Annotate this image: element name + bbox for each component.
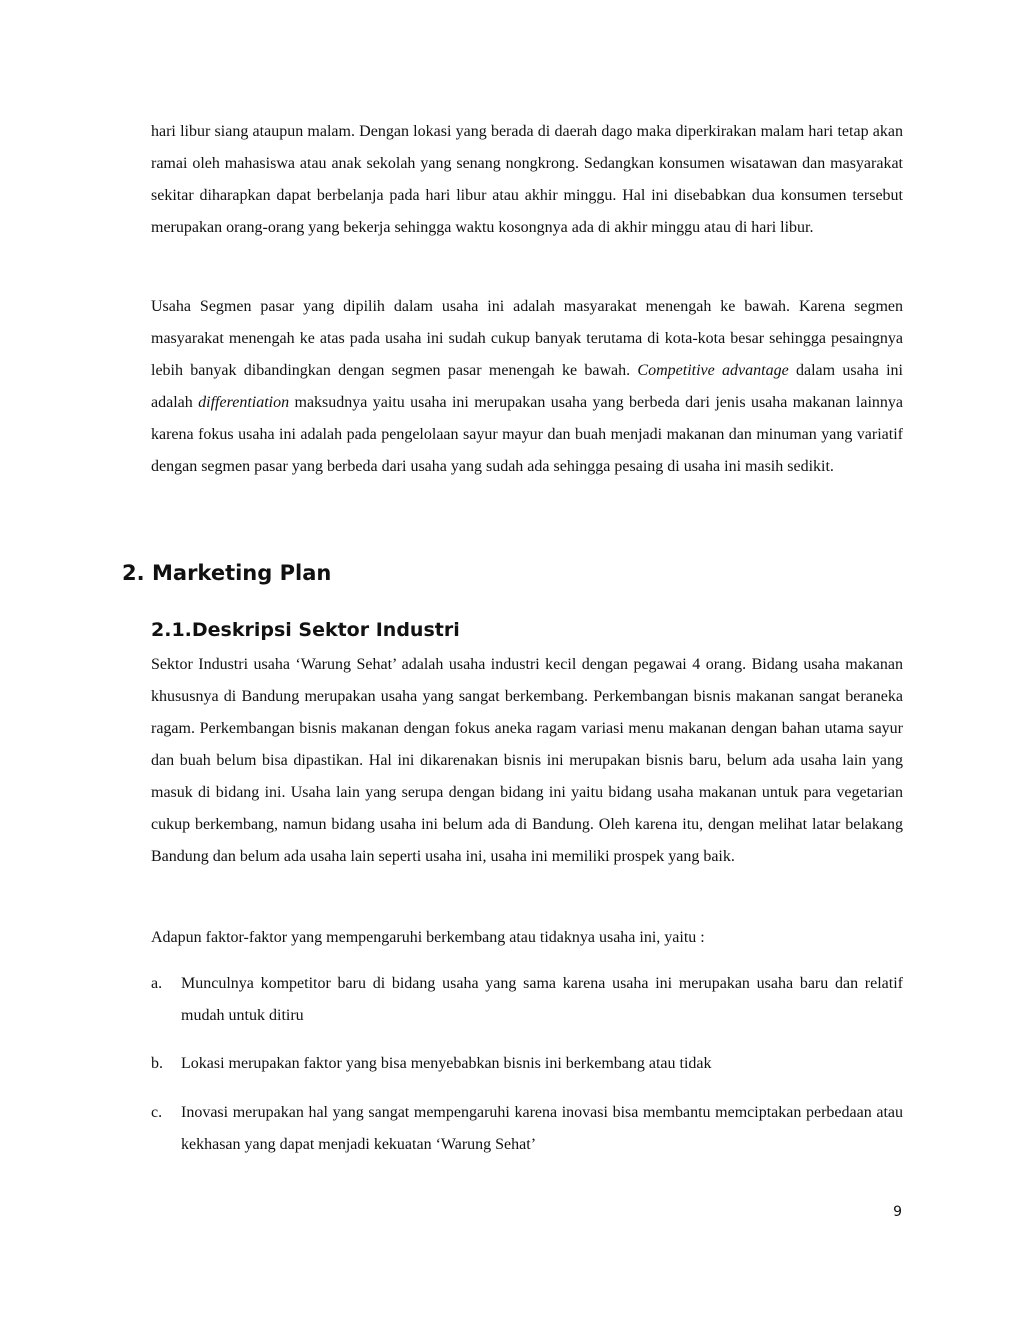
paragraph-market-segment-text-2: dalam usaha ini adalah — [151, 362, 903, 411]
list-marker: b. — [151, 1055, 163, 1072]
subsection-heading-industry-sector: 2.1.Deskripsi Sektor Industri — [151, 619, 460, 641]
list-item — [151, 1048, 903, 1080]
list-item-text: Lokasi merupakan faktor yang bisa menyebabkan bisnis ini berkembang atau tidak — [181, 1055, 712, 1072]
section-number: 2. — [122, 561, 145, 585]
paragraph-factors-intro: Adapun faktor-faktor yang mempengaruhi berkembang atau tidaknya usaha ini, yaitu : — [151, 929, 705, 946]
section-heading-marketing-plan — [122, 557, 331, 589]
paragraph-market-segment-text-1: Usaha Segmen pasar yang dipilih dalam usaha ini adalah masyarakat menengah ke bawah. Karena segmen masyarakat menengah ke atas pada usaha ini sudah cukup banyak terutama di kota-kota besar sehingga pesaingnya lebih banyak dibandingkan dengan segmen pasar menengah ke bawah. — [151, 298, 903, 379]
list-item — [151, 1097, 903, 1161]
list-marker: a. — [151, 975, 163, 992]
paragraph-consumer-timing: hari libur siang ataupun malam. Dengan lokasi yang berada di daerah dago maka diperkirakan malam hari tetap akan ramai oleh mahasiswa atau anak sekolah yang senang nongkrong. Sedangkan konsumen wisatawan dan masyarakat sekitar diharapkan dapat berbelanja pada hari libur atau akhir minggu. Hal ini disebabkan dua konsumen tersebut merupakan orang-orang yang bekerja sehingga waktu kosongnya ada di akhir minggu atau di hari libur. — [151, 123, 903, 236]
term-competitive-advantage: Competitive advantage — [637, 362, 789, 379]
paragraph-market-segment — [151, 291, 903, 483]
page-number: 9 — [893, 1204, 902, 1220]
list-item-text: Inovasi merupakan hal yang sangat mempengaruhi karena inovasi bisa membantu memciptakan perbedaan atau kekhasan yang dapat menjadi kekuatan ‘Warung Sehat’ — [181, 1104, 903, 1153]
list-marker: c. — [151, 1104, 163, 1121]
section-title: Marketing Plan — [152, 561, 332, 585]
term-differentiation: differentiation — [198, 394, 290, 411]
paragraph-market-segment-text-3: maksudnya yaitu usaha ini merupakan usaha yang berbeda dari jenis usaha makanan lainnya karena fokus usaha ini adalah pada pengelolaan sayur mayur dan buah menjadi makanan dan minuman yang variatif dengan segmen pasar yang berbeda dari usaha yang sudah ada sehingga pesaing di usaha ini masih sedikit. — [151, 394, 904, 475]
list-item-text: Munculnya kompetitor baru di bidang usaha yang sama karena usaha ini merupakan usaha baru dan relatif mudah untuk ditiru — [181, 975, 903, 1024]
paragraph-industry-description: Sektor Industri usaha ‘Warung Sehat’ adalah usaha industri kecil dengan pegawai 4 orang. Bidang usaha makanan khususnya di Bandung merupakan usaha yang sangat berkembang. Perkembangan bisnis makanan sangat beraneka ragam. Perkembangan bisnis makanan dengan fokus aneka ragam variasi menu makanan dengan bahan utama sayur dan buah belum bisa dipastikan. Hal ini dikarenakan bisnis ini merupakan bisnis baru, belum ada usaha lain yang masuk di bidang ini. Usaha lain yang serupa dengan bidang ini yaitu bidang usaha makanan untuk para vegetarian cukup berkembang, namun bidang usaha ini belum ada di Bandung. Oleh karena itu, dengan melihat latar belakang Bandung dan belum ada usaha lain seperti usaha ini, usaha ini memiliki prospek yang baik. — [151, 656, 903, 865]
list-item — [151, 968, 903, 1032]
